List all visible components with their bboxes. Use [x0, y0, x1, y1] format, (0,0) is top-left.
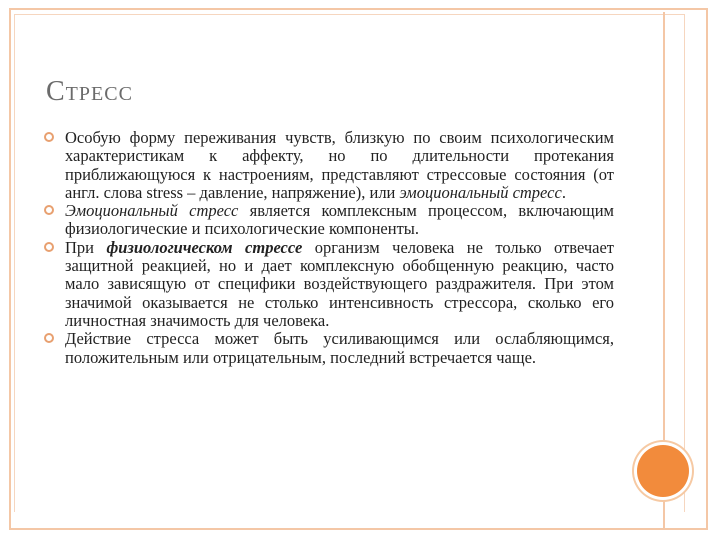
item-text: Особую форму переживания чувств, близкую по своим психологическим характеристикам к аффекту, но по длительности протекания приближающуюся к настроениям, представляют стрессовые состояния (от англ. слова stress – давление, напряжение), или эмоциональный стресс.: [65, 128, 614, 202]
item-text: При физиологическом стрессе организм человека не только отвечает защитной реакцией, но и дает комплексную обобщенную реакцию, часто мало зависящую от специфики воздействующего раздражителя. При этом значимой оказывается не столько интенсивность стрессора, сколько его личностная значимость для человека.: [65, 237, 615, 330]
item-text: Эмоциональный стресс является комплексным процессом, включающим физиологические и психологические компоненты.: [65, 201, 614, 239]
item-text: Действие стресса может быть усиливающимся или ослабляющимся, положительным или отрицательным, последний встречается чаще.: [65, 329, 614, 367]
accent-circle: [637, 445, 689, 497]
list-item: [44, 202, 614, 239]
bullet-circle-icon: [44, 132, 54, 142]
list-item: [44, 239, 614, 330]
bullet-circle-icon: [44, 333, 54, 343]
bullet-circle-icon: [44, 205, 54, 215]
slide-title: Стресс: [46, 76, 133, 107]
bullet-circle-icon: [44, 242, 54, 252]
bullet-list: [44, 129, 614, 367]
list-item: [44, 330, 614, 367]
list-item: [44, 129, 614, 202]
